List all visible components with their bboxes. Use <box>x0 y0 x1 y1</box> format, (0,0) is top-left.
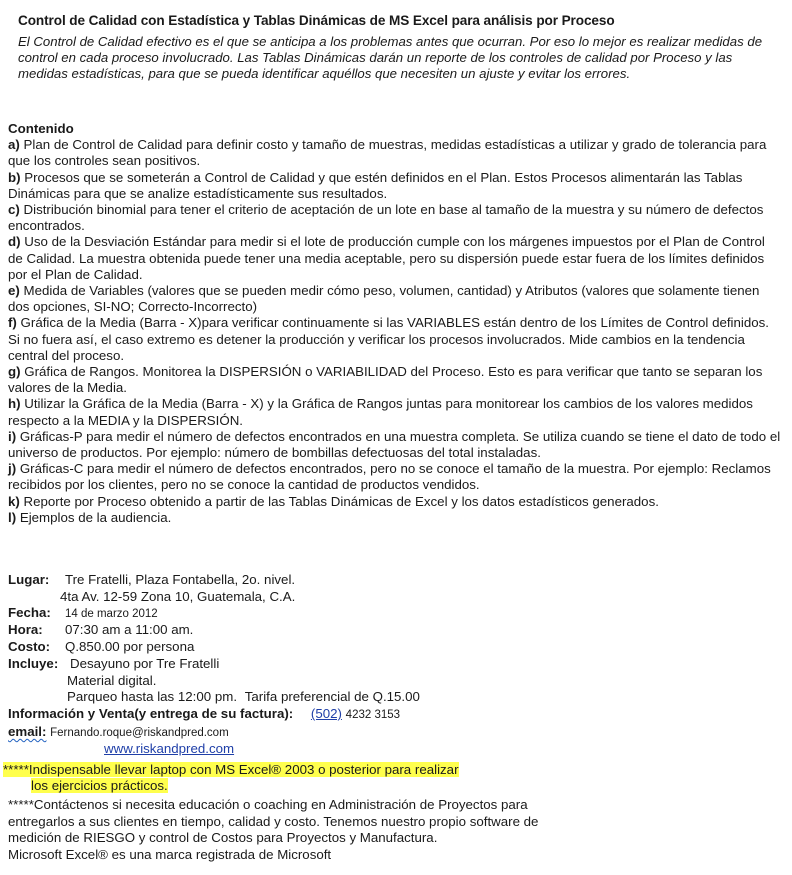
footer-line-4: Microsoft Excel® es una marca registrada de Microsoft <box>8 846 332 862</box>
costo-label: Costo: <box>8 639 51 654</box>
hora-label: Hora: <box>8 622 43 637</box>
footer-line-1: *****Contáctenos si necesita educación o coaching en Administración de Proyectos para <box>8 797 528 812</box>
list-item: g) Gráfica de Rangos. Monitorea la DISPERSIÓN o VARIABILIDAD del Proceso. Esto es para verificar que tanto se separan los valores de la Media. <box>8 364 763 396</box>
phone-number: 4232 3153 <box>345 709 401 721</box>
list-item: k) Reporte por Proceso obtenido a partir de las Tablas Dinámicas de Excel y los datos estadísticos generados. <box>8 493 659 509</box>
costo-row <box>8 639 194 655</box>
incluye-row <box>8 656 219 672</box>
info-venta-label: Información y Venta(y entrega de su factura): <box>8 706 294 721</box>
email-value[interactable]: Fernando.roque@riskandpred.com <box>50 727 229 739</box>
hora-value: 07:30 am a 11:00 am. <box>65 622 194 637</box>
email-row <box>8 724 229 741</box>
document-title: Control de Calidad con Estadística y Tablas Dinámicas de MS Excel para análisis por Proceso <box>18 13 615 28</box>
incluye-label: Incluye: <box>8 656 59 671</box>
list-item: c) Distribución binomial para tener el criterio de aceptación de un lote en base al tamaño de la muestra y su número de defectos encontrados. <box>8 202 764 234</box>
list-item: d) Uso de la Desviación Estándar para medir si el lote de producción cumple con los márgenes impuestos por el Plan de Control de Calidad. La muestra obtenida puede tener una media aceptable, pero su dispersión puede estar fuera de los límites definidos por el Plan de Calidad. <box>8 234 765 282</box>
email-label: email: <box>8 724 47 739</box>
list-item: h) Utilizar la Gráfica de la Media (Barra - X) y la Gráfica de Rangos juntas para monitorear los cambios de los valores medidos respecto a la MEDIA y la DISPERSIÓN. <box>8 396 753 428</box>
list-item: j) Gráficas-C para medir el número de defectos encontrados, pero no se conoce el tamaño de la muestra. Por ejemplo: Reclamos recibidos por los clientes, pero no se conoce la cantidad de productos vendidos. <box>8 461 771 493</box>
lugar-label: Lugar: <box>8 572 50 587</box>
content-heading: Contenido <box>8 121 74 136</box>
list-item: l) Ejemplos de la audiencia. <box>8 509 172 525</box>
list-item: a) Plan de Control de Calidad para definir costo y tamaño de muestras, medidas estadísticas a utilizar y grado de tolerancia para que los controles sean positivos. <box>8 137 767 169</box>
list-item: b) Procesos que se someterán a Control de Calidad y que estén definidos en el Plan. Estos Procesos alimentarán las Tablas Dinámicas para que se analize estadísticamente sus resultados. <box>8 169 743 201</box>
highlight-line-2: los ejercicios prácticos. <box>31 778 168 793</box>
website-link[interactable]: www.riskandpred.com <box>104 741 235 756</box>
info-venta-row <box>8 706 400 723</box>
phone-area[interactable]: (502) <box>310 706 342 721</box>
lugar-row <box>8 572 295 588</box>
content-list <box>8 121 783 526</box>
incluye-material: Material digital. <box>67 673 157 688</box>
fecha-row <box>8 605 158 622</box>
costo-value: Q.850.00 por persona <box>65 639 195 654</box>
lugar-value: Tre Fratelli, Plaza Fontabella, 2o. nivel. <box>65 572 296 587</box>
incluye-value: Desayuno por Tre Fratelli <box>70 656 220 671</box>
footer-line-2: entregarlos a sus clientes en tiempo, calidad y costo. Tenemos nuestro propio software de <box>8 813 539 829</box>
incluye-parqueo: Parqueo hasta las 12:00 pm. Tarifa preferencial de Q.15.00 <box>67 689 420 704</box>
fecha-label: Fecha: <box>8 605 51 620</box>
list-item: e) Medida de Variables (valores que se pueden medir cómo peso, volumen, cantidad) y Atributos (valores que solamente tienen dos opciones, SI-NO; Correcto-Incorrecto) <box>8 283 760 315</box>
fecha-value: 14 de marzo 2012 <box>65 608 158 620</box>
address-row: 4ta Av. 12-59 Zona 10, Guatemala, C.A. <box>60 589 296 604</box>
highlight-line-1: *****Indispensable llevar laptop con MS Excel® 2003 o posterior para realizar <box>3 762 459 777</box>
footer-line-3: medición de RIESGO y control de Costos para Proyectos y Manufactura. <box>8 830 438 845</box>
intro-paragraph: El Control de Calidad efectivo es el que se anticipa a los problemas antes que ocurran. Por eso lo mejor es realizar medidas de control en cada proceso involucrado. Las Tablas Dinámicas darán un reporte de los controles de calidad por Proceso y las medidas estadísticas, para que se pueda identificar aquéllos que necesiten un ajuste y evitar los errores. <box>18 34 763 81</box>
list-item: f) Gráfica de la Media (Barra - X)para verificar continuamente si las VARIABLES están dentro de los Límites de Control definidos. Si no fuera así, el caso extremo es detener la producción y verificar los procesos involucrados. Mide cambios en la tendencia central del proceso. <box>8 315 769 363</box>
highlight-note <box>3 762 459 794</box>
list-item: i) Gráficas-P para medir el número de defectos encontrados en una muestra completa. Se utiliza cuando se tiene el dato de todo el universo de productos. Por ejemplo: número de bombillas defectuosas del total instaladas. <box>8 428 781 461</box>
hora-row <box>8 622 193 638</box>
footer-note <box>8 797 608 863</box>
